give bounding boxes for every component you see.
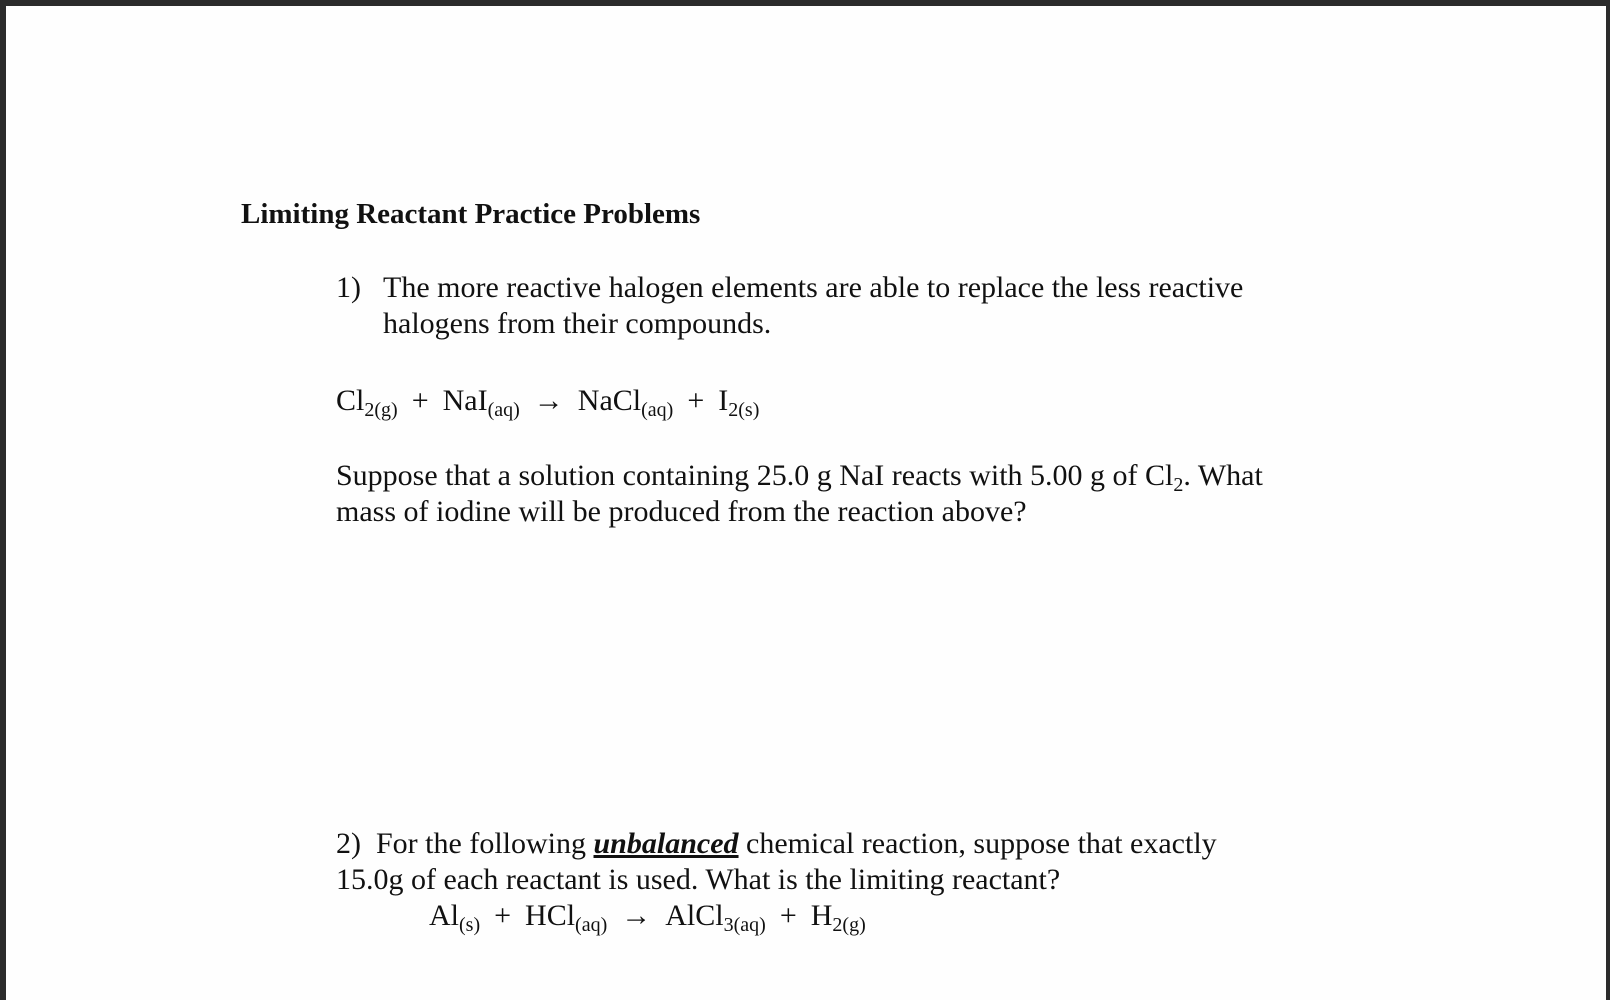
reactant-1: Al [429, 899, 459, 932]
problem1-number: 1) [336, 271, 361, 304]
reactant-2: HCl [525, 899, 576, 932]
reactant-1-state: 2(g) [364, 399, 398, 421]
problem2-equation [429, 898, 866, 934]
emphasis-unbalanced: unbalanced [593, 827, 739, 860]
reaction-arrow-icon: → [621, 899, 652, 932]
document-page [6, 6, 1606, 1000]
problem2-text: For the following [376, 827, 594, 860]
plus-sign: + [411, 384, 429, 417]
problem1-question-line1 [336, 458, 1263, 494]
plus-sign: + [779, 899, 797, 932]
plus-sign: + [687, 384, 705, 417]
plus-sign: + [494, 899, 512, 932]
product-1: AlCl [665, 899, 724, 932]
question-text: . What [1183, 459, 1263, 492]
reactant-1: Cl [336, 384, 365, 417]
product-1-state: (aq) [641, 399, 674, 421]
page-title: Limiting Reactant Practice Problems [241, 198, 701, 230]
problem1-question-line2: mass of iodine will be produced from the reaction above? [336, 495, 1027, 528]
reactant-2: NaI [442, 384, 488, 417]
reactant-2-state: (aq) [575, 914, 608, 936]
problem1-text-line1: The more reactive halogen elements are able to replace the less reactive [383, 271, 1244, 304]
problem1-equation [336, 383, 759, 419]
problem2-line2: 15.0g of each reactant is used. What is the limiting reactant? [336, 863, 1061, 896]
question-text: Suppose that a solution containing 25.0 g NaI reacts with 5.00 g of Cl [336, 459, 1174, 492]
product-1-state: 3(aq) [723, 914, 766, 936]
product-2: H [810, 899, 833, 932]
product-1: NaCl [577, 384, 642, 417]
problem2-text: chemical reaction, suppose that exactly [738, 827, 1217, 860]
product-2-state: 2(s) [728, 399, 760, 421]
subscript: 2 [1173, 474, 1184, 496]
problem2-number: 2) [336, 827, 361, 860]
product-2-state: 2(g) [832, 914, 866, 936]
problem1-text-line2: halogens from their compounds. [383, 307, 772, 340]
product-2: I [718, 384, 729, 417]
reactant-2-state: (aq) [487, 399, 520, 421]
reactant-1-state: (s) [459, 914, 481, 936]
reaction-arrow-icon: → [533, 384, 564, 417]
problem2-line1 [336, 826, 1217, 862]
